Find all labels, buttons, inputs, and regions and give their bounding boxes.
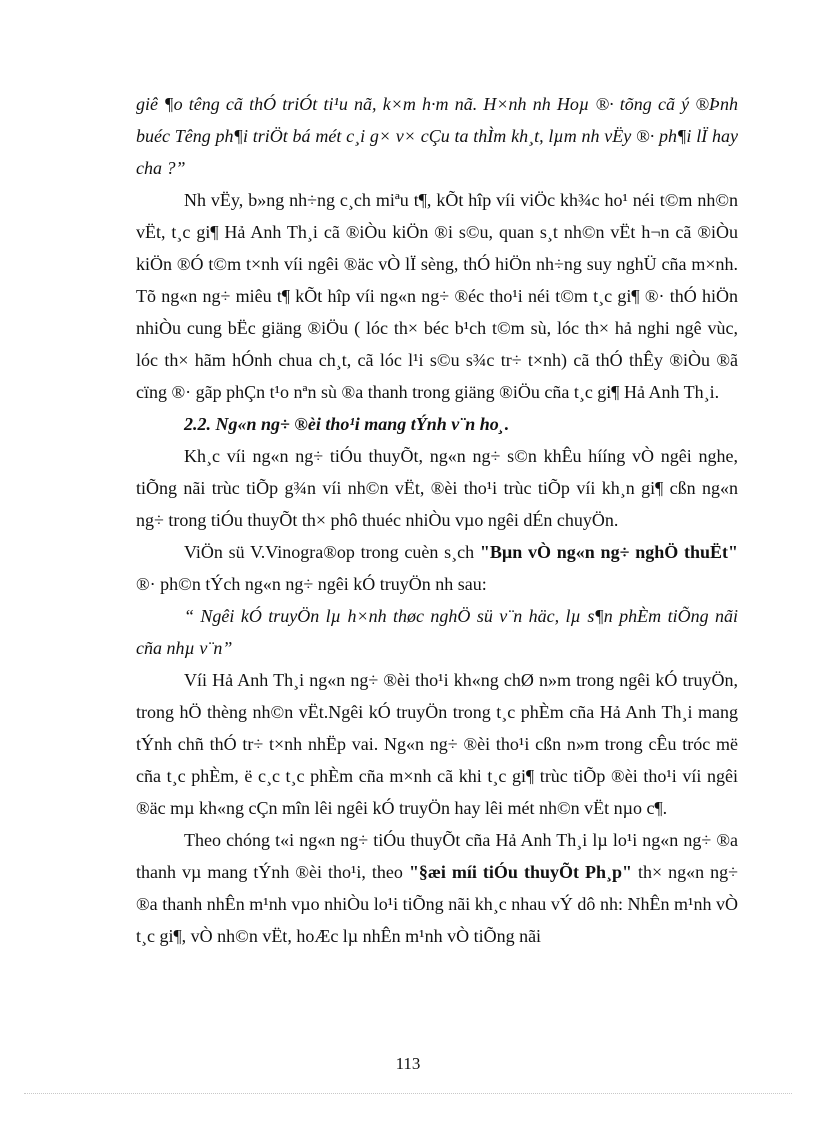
paragraph-5-quote bbox=[136, 600, 738, 664]
page-bottom-divider bbox=[24, 1093, 792, 1094]
paragraph-7-text-a: Theo chóng t«i ng«n ng÷ tiÓu thuyÕt cña Hả Anh Th¸i lµ lo¹i ng«n ng÷ ®a thanh vµ mang tÝnh ®èi tho¹i, theo bbox=[136, 830, 738, 882]
paragraph-4 bbox=[136, 536, 738, 600]
section-title: Ng«n ng÷ ®èi tho¹i mang tÝnh v¨n ho¸. bbox=[215, 414, 510, 434]
paragraph-1-quote-end bbox=[136, 88, 738, 184]
paragraph-2 bbox=[136, 184, 738, 408]
paragraph-1-text: giê ¶o têng cã thÓ triÓt ti¹u nã, k×m h·m nã. H×nh nh Hoµ ®· tõng cã ý ®Þnh buéc Têng ph¶i triÖt bá mét c¸i g× v× cÇu ta thÌm kh¸t, lµm nh vËy ®· ph¶i lÏ hay cha ?” bbox=[136, 94, 738, 178]
document-body bbox=[136, 88, 738, 952]
paragraph-2-text: Nh vËy, b»ng nh÷ng c¸ch miªu t¶, kÕt hîp víi viÖc kh¾c ho¹ néi t©m nh©n vËt, t¸c gi¶ Hả Anh Th¸i cã ®iÒu kiÖn ®i s©u, quan s¸t nh©n vËt h¬n cã ®iÒu kiÖn ®Ó t©m t×nh víi ngêi ®äc vÒ lÏ sèng, thÓ hiÖn nh÷ng suy nghÜ cña m×nh. Tõ ng«n ng÷ miêu t¶ kÕt hîp víi ng«n ng÷ ®éc tho¹i néi t©m t¸c gi¶ ®· thÓ hiÖn nhiÒu cung bËc giäng ®iÖu ( lóc th× béc b¹ch t©m sù, lóc th× hả nghi ngê vùc, lóc th× hãm hÓnh chua ch¸t, cã lóc l¹i s©u s¾c tr÷ t×nh) cã thÓ thÊy ®iÒu ®ã cïng ®· gãp phÇn t¹o nªn sù ®a thanh trong giäng ®iÖu cña t¸c gi¶ Hả Anh Th¸i. bbox=[136, 190, 738, 402]
paragraph-6-text: Víi Hả Anh Th¸i ng«n ng÷ ®èi tho¹i kh«ng chØ n»m trong ngêi kÓ truyÖn, trong hÖ thèng nh©n vËt.Ngêi kÓ truyÖn trong t¸c phÈm cña Hả Anh Th¸i mang tÝnh chñ thÓ tr÷ t×nh nhËp vai. Ng«n ng÷ ®èi tho¹i cßn n»m trong cÊu tróc më cña t¸c phÈm, ë c¸c t¸c phÈm cña m×nh cã khi t¸c gi¶ trùc tiÕp ®èi tho¹i víi ngêi ®äc mµ kh«ng cÇn mîn lêi ngêi kÓ truyÖn hay lêi mét nh©n vËt nµo c¶. bbox=[136, 670, 738, 818]
page-number: 113 bbox=[395, 1054, 421, 1073]
paragraph-3-text: Kh¸c víi ng«n ng÷ tiÓu thuyÕt, ng«n ng÷ s©n khÊu hííng vÒ ngêi nghe, tiÕng nãi trùc tiÕp g¾n víi nh©n vËt, ®èi tho¹i trùc tiÕp víi kh¸n gi¶ cßn ng«n ng÷ trong tiÓu thuyÕt th× phô thuéc nhiÒu vµo ngêi dÉn chuyÖn. bbox=[136, 446, 738, 530]
paragraph-7 bbox=[136, 824, 738, 952]
paragraph-4-text-a: ViÖn sü V.Vinogra®op trong cuèn s¸ch bbox=[184, 542, 480, 562]
paragraph-6 bbox=[136, 664, 738, 824]
paragraph-4-text-b: ®· ph©n tÝch ng«n ng÷ ngêi kÓ truyÖn nh sau: bbox=[136, 574, 487, 594]
section-heading bbox=[136, 408, 738, 440]
paragraph-7-text-b: th× ng«n ng÷ ®a thanh nhÊn m¹nh vµo nhiÒu lo¹i tiÕng nãi kh¸c nhau vÝ dô nh: NhÊn m¹nh vÒ t¸c gi¶, vÒ nh©n vËt, hoÆc lµ nhÊn m¹nh vÒ tiÕng nãi bbox=[136, 862, 739, 946]
book-title: "Bµn vÒ ng«n ng÷ nghÖ thuËt" bbox=[479, 542, 738, 562]
paragraph-5-text: “ Ngêi kÓ truyÖn lµ h×nh thøc nghÖ sü v¨n häc, lµ s¶n phÈm tiÕng nãi cña nhµ v¨n” bbox=[136, 606, 738, 658]
paragraph-3 bbox=[136, 440, 738, 536]
section-number: 2.2. bbox=[184, 414, 216, 434]
cited-work-title: "§æi míi tiÓu thuyÕt Ph¸p" bbox=[408, 862, 632, 882]
